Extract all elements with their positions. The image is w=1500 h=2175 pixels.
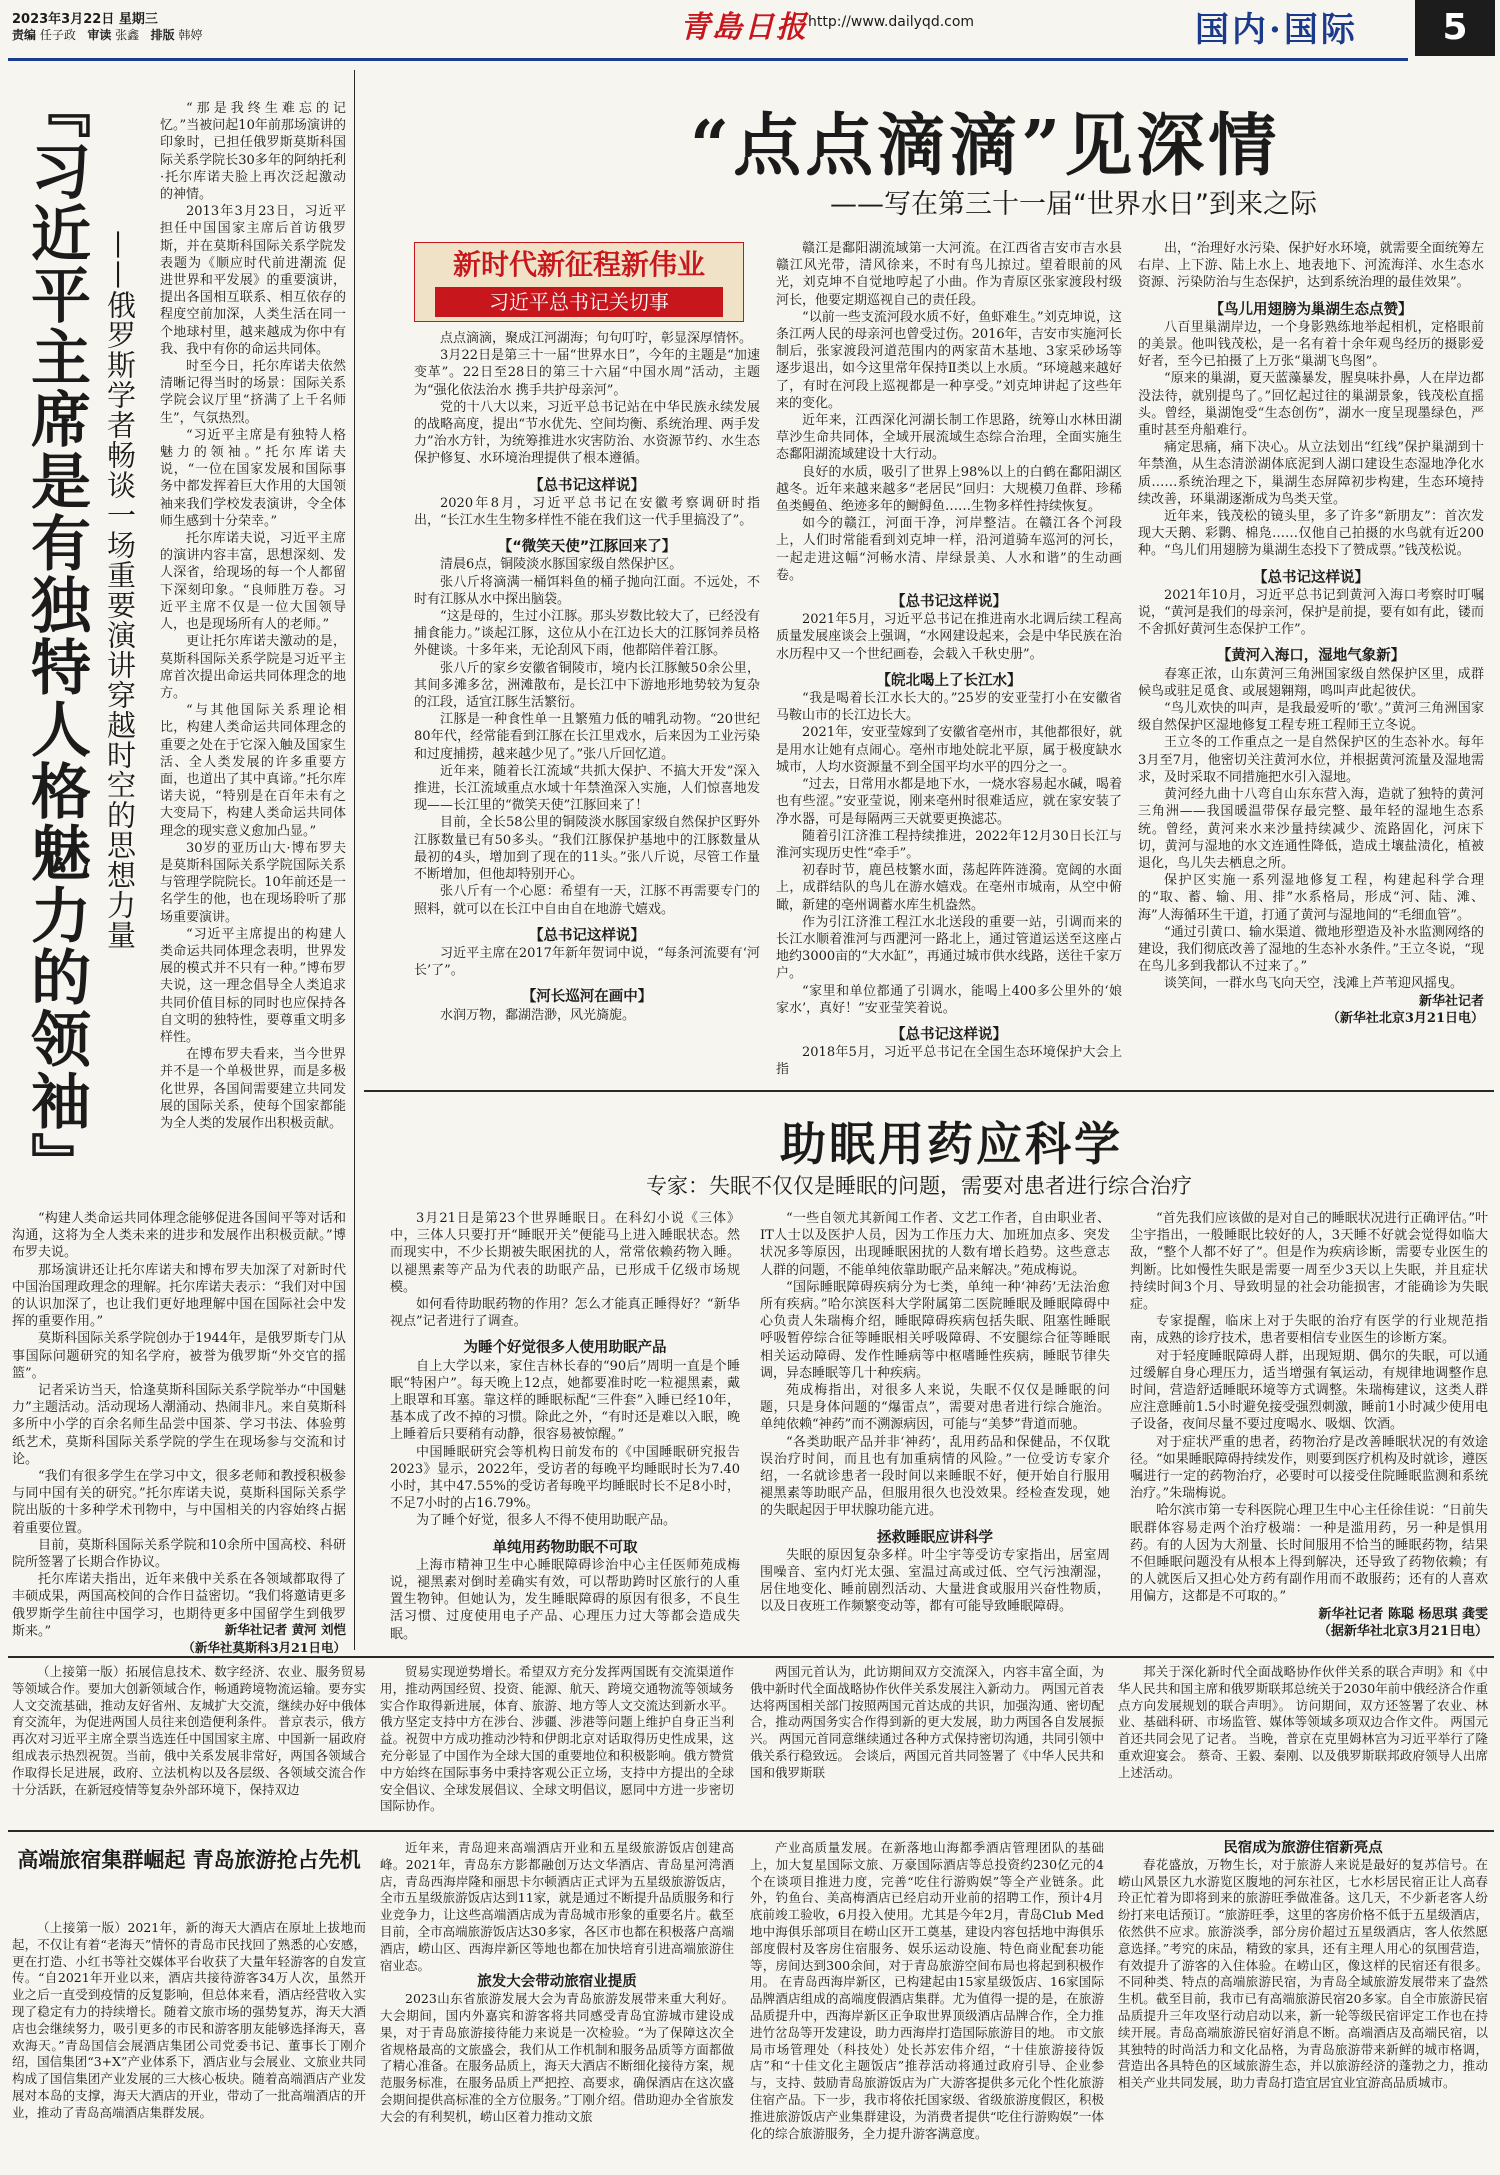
- article-2-headline: “点点滴滴”见深情: [690, 106, 1281, 186]
- paragraph: 在博布罗夫看来，当今世界并不是一个单极世界，而是多极化世界，各国间需要建立共同发展的国际关系，使每个国家都能为全人类的发展作出积极贡献。: [160, 1047, 346, 1131]
- page-number: 5: [1442, 7, 1468, 48]
- article-1-subtitle: [100, 230, 142, 1060]
- paragraph: “原来的巢湖，夏天蓝藻暴发，腥臭味扑鼻，人在岸边都没法待，就别提鸟了。”回忆起过往的巢湖景象，钱茂松直摇头。曾经，巢湖饱受“生态创伤”，湖水一度呈现墨绿色，严重时甚至舟船难行。: [1138, 371, 1484, 439]
- paragraph: 莫斯科国际关系学院创办于1944年，是俄罗斯专门从事国际问题研究的知名学府，被誉为俄罗斯“外交官的摇篮”。: [12, 1331, 346, 1381]
- paragraph: 对于症状严重的患者，药物治疗是改善睡眠状况的有效途径。“如果睡眠障碍持续发作，则要到医疗机构及时就诊，遵医嘱进行一定的药物治疗，必要时可以接受住院睡眠监测和系统治疗。”朱瑞梅说。: [1130, 1434, 1488, 1502]
- subheading: 单纯用药物助眠不可取: [492, 1539, 638, 1556]
- paragraph: 中国睡眠研究会等机构日前发布的《中国睡眠研究报告2023》显示，2022年，受访者的每晚平均睡眠时长为7.40小时，其中47.55%的受访者每晚平均睡眠时长不足8小时，不足7小时的占16.79%。: [390, 1444, 740, 1512]
- paragraph: 30岁的亚历山大·博布罗夫是莫斯科国际关系学院国际关系与管理学院院长。10年前还是一名学生的他，也在现场聆听了那场重要演讲。: [160, 840, 346, 925]
- paragraph: 记者采访当天，恰逢莫斯科国际关系学院举办“中国魅力”主题活动。活动现场人潮涌动、热闹非凡。来自莫斯科多所中小学的百余名师生品尝中国茶、学习书法、体验剪纸艺术，莫斯科国际关系学院的学生在现场参与交流和讨论。: [12, 1383, 346, 1467]
- article-2-bottom-rule: [364, 1090, 1494, 1092]
- topic-badge-subtitle: 习近平总书记关切事: [435, 287, 723, 317]
- article-1-title: [22, 78, 90, 1228]
- paragraph: 上海市精神卫生中心睡眠障碍诊治中心主任医师苑成梅说，褪黑素对倒时差确实有效，可以帮助跨时区旅行的人重置生物钟。但她认为，发生睡眠障碍的原因有很多，不良生活习惯、过度使用电子产品、心理压力过大等都会造成失眠。: [390, 1557, 740, 1642]
- paragraph: “首先我们应该做的是对自己的睡眠状况进行正确评估。”叶尘宇指出，一般睡眠比较好的人，3天睡不好就会觉得如临大敌，“整个人都不好了”。但是作为疾病诊断，需要专业医生的判断。比如慢性失眠是需要一周至少3天以上失眠，并且症状持续时间3个月、导致明显的社会功能损害，才能确诊为失眠症。: [1130, 1211, 1488, 1313]
- masthead-logo: 青島日报: [680, 10, 808, 45]
- spacer: [776, 584, 1122, 594]
- paragraph: 两国元首认为，此访期间双方交流深入，内容丰富全面，为俄中新时代全面战略协作伙伴关系发展注入新动力。 两国元首表达将两国相关部门按照两国元首达成的共识，加强沟通、密切配合，推动两国务实合作得到新的更大发展，助力两国各自发展振兴。 两国元首同意继续通过各种方式保持密切沟通，共同引领中俄关系行稳致远。 会谈后，两国元首共同签署了《中华人民共和国和俄罗斯联: [750, 1664, 1104, 1780]
- paragraph: 时至今日，托尔库诺夫依然清晰记得当时的场景：国际关系学院会议厅里“挤满了上千名师生”，气氛热烈。: [160, 359, 346, 426]
- spacer: [414, 918, 760, 928]
- paragraph: “习近平主席是有独特人格魅力的领袖。”托尔库诺夫说，“一位在国家发展和国际事务中都发挥着巨大作用的大国领袖来我们学校发表演讲，令全体师生感到十分荣幸。”: [160, 427, 346, 529]
- paragraph: 八百里巢湖岸边，一个身影熟练地举起相机，定格眼前的美景。他叫钱茂松，是一名有着十余年观鸟经历的摄影爱好者，至今已拍摄了上万张“巢湖飞鸟图”。: [1138, 319, 1484, 370]
- paragraph: 2018年5月，习近平总书记在全国生态环境保护大会上指: [776, 1045, 1122, 1078]
- continuation-column-4: [1118, 1664, 1488, 1824]
- spacer: [414, 979, 760, 989]
- paragraph: 初春时节，鹿邑枝繁水面，荡起阵阵涟漪。宽阔的水面上，成群结队的鸟儿在游水嬉戏。在亳州市城南，从空中俯瞰，新建的亳州调蓄水库生机盎然。: [776, 863, 1122, 913]
- paragraph: 托尔库诺夫指出，近年来俄中关系在各领域都取得了丰硕成果，两国高校间的合作日益密切。“我们将邀请更多俄罗斯学生前往中国学习，也期待更多中国留学生到俄罗斯来。”: [12, 1572, 346, 1639]
- paragraph: 2021年10月，习近平总书记到黄河入海口考察时叮嘱说，“黄河是我们的母亲河，保护是前提，要有如有此，镂而不舍抓好黄河生态保护工作”。: [1138, 587, 1484, 638]
- paragraph: “鸟儿欢快的叫声，是我最爱听的‘歌’。”黄河三角洲国家级自然保护区湿地修复工程专班工程师王立冬说。: [1138, 701, 1484, 734]
- paragraph: 2020年8月，习近平总书记在安徽考察调研时指出，“长江水生生物多样性不能在我们这一代手里搞没了”。: [414, 495, 760, 529]
- paragraph: 春寒正浓，山东黄河三角洲国家级自然保护区里，成群候鸟或驻足觅食、或展翅翱翔，鸣叫声此起彼伏。: [1138, 666, 1484, 699]
- paragraph: “习近平主席提出的构建人类命运共同体理念表明，世界发展的模式并不只有一种。”博布罗夫说，这一理念倡导全人类追求共同价值目标的同时也应保持各自文明的独特性，要尊重文明多样性。: [160, 926, 346, 1045]
- paragraph: 良好的水质，吸引了世界上98%以上的白鹤在鄱阳湖区越冬。近年来越来越多“老居民”回归：大规模刀鱼群、珍稀鱼类鳗鱼、绝迹多年的鲥鲟鱼……生物多样性持续恢复。: [776, 464, 1122, 515]
- paragraph: 托尔库诺夫说，习近平主席的演讲内容丰富，思想深刻、发人深省，给现场的每一个人都留下深刻印象。“良师胜万卷。习近平主席不仅是一位大国领导人，也是现场所有人的老师。”: [160, 531, 346, 633]
- article-2-column-2: [776, 240, 1122, 1080]
- paragraph: “过去，日常用水都是地下水，一烧水容易起水碱，喝着也有些涩。”安亚莹说，刚来亳州时很难适应，就在家安装了净水器，可是每隔两三天就要更换滤芯。: [776, 777, 1122, 827]
- article-1-headline: 『习近平主席是有独特人格魅力的领袖』: [21, 78, 91, 1194]
- subheading: 【皖北喝上了长江水】: [876, 672, 1022, 689]
- article-3-headline: 助眠用药应科学: [780, 1117, 1123, 1171]
- spacer: [390, 1530, 740, 1540]
- paragraph: 目前，莫斯科国际关系学院和10余所中国高校、科研院所签署了长期合作协议。: [12, 1537, 346, 1571]
- paragraph: 苑成梅指出，对很多人来说，失眠不仅仅是睡眠的问题，只是身体问题的“爆雷点”，需要对患者进行综合施治。单纯依赖“神药”而不溯源病因，可能与“美梦”背道而驰。: [760, 1383, 1110, 1433]
- paragraph: 3月22日是第三十一届“世界水日”，今年的主题是“加速变革”。22日至28日的第三十六届“中国水周”活动，主题为“强化依法治水 携手共护母亲河”。: [414, 348, 760, 398]
- article-1-deck: ——俄罗斯学者畅谈一场重要演讲穿越时空的思想力量: [103, 230, 137, 950]
- article-1-column-2: [12, 1210, 346, 1640]
- paragraph: 随着引江济淮工程持续推进，2022年12月30日长江与淮河实现历史性“牵手”。: [776, 828, 1122, 861]
- section-divider-top: [8, 1656, 1494, 1658]
- paragraph: “家里和单位都通了引调水，能喝上400多公里外的‘娘家水’，真好！”安亚莹笑着说。: [776, 983, 1122, 1016]
- article-1-byline: [12, 1620, 346, 1656]
- paragraph: 春花盛放，万物生长，对于旅游人来说是最好的复苏信号。在崂山风景区九水游览区腹地的河东社区，七水杉居民宿正让人高春玲正忙着为即将到来的旅游旺季做准备。这几天，不少新老客人纷纷打来电话预订。“旅游旺季，这里的客房价格不低于五星级酒店，依然供不应求。旅游淡季，部分房价超过五星级酒店，客人依然愿意选择。”考究的床品，精致的家具，还有主理人用心的氛围营造，有效提升了游客的入住体验。在崂山区，像这样的民宿还有很多。 不同种类、特点的高端旅游民宿，为青岛全域旅游发展带来了盎然生机。截至目前，我市已有高端旅游民宿20多家。自全市旅游民宿品质提升三年攻坚行动启动以来，新一轮等级民宿评定工作也在持续开展。青岛高端旅游民宿好消息不断。高端酒店及高端民宿，以其独特的时尚活力和文化品格，为青岛旅游带来新鲜的城市格调，营造出各具特色的区域旅游生态，并以旅游经济的蓬勃之力，推动相关产业共同发展，助力青岛打造宜居宜业宜游高品质城市。: [1118, 1856, 1488, 2091]
- paragraph: 邦关于深化新时代全面战略协作伙伴关系的联合声明》和《中华人民共和国主席和俄罗斯联邦总统关于2030年前中俄经济合作重点方向发展规划的联合声明》。 访问期间，双方还签署了农业、林业、基础科研、市场监管、媒体等领域多项双边合作文件。 两国元首还共同会见了记者。 当晚，普京在克里姆林宫为习近平举行了隆重欢迎宴会。 蔡奇、王毅、秦刚、以及俄罗斯联邦政府领导人出席上述活动。: [1118, 1664, 1488, 1780]
- paragraph: “构建人类命运共同体理念能够促进各国间平等对话和沟通，这将为全人类未来的进步和发展作出积极贡献。”博布罗夫说。: [12, 1211, 346, 1261]
- spacer: [1138, 638, 1484, 648]
- paragraph: 习近平主席在2017年新年贺词中说，“每条河流要有‘河长’了”。: [414, 945, 760, 979]
- paragraph: 目前，全长58公里的铜陵淡水豚国家级自然保护区野外江豚数量已有50多头。“我们江豚保护基地中的江豚数量从最初的4头，增加到了现在的11头。”张八斤说，尽管工作量不断增加，但他却特别开心。: [414, 815, 760, 883]
- article-1-dateline: （新华社莫斯科3月21日电）: [182, 1640, 346, 1655]
- article-4-column-1: [12, 1920, 366, 2170]
- page-header: [0, 0, 1500, 62]
- paragraph: （上接第一版）拓展信息技术、数字经济、农业、服务贸易等领域合作。要加大创新领域合作，畅通跨境物流运输。要夯实人文交流基础，推动友好省州、友城扩大交流，继续办好中俄体育交流年，为促进两国人员往来创造便利条件。 普京表示，俄方再次对习近平主席全票当选连任中国国家主席、中国新一届政府组成表示热烈祝贺。当前，俄中关系发展非常好，两国各领域合作取得长足进展，政府、立法机构以及各层级、各领域交流合作十分活跃，在新冠疫情等复杂外部环境下，保持双边: [12, 1664, 366, 1797]
- paragraph: 党的十八大以来，习近平总书记站在中华民族永续发展的战略高度，提出“节水优先、空间均衡、系统治理、两手发力”治水方针，为统筹推进水灾害防治、水资源节约、水生态保护修复、水环境治理提供了根本遵循。: [414, 399, 760, 467]
- byline: （据新华社北京3月21日电）: [1317, 1623, 1488, 1639]
- paragraph: 痛定思痛，痛下决心。从立法划出“红线”保护巢湖到十年禁渔，从生态清淤湖体底泥到人湖口建设生态湿地净化水质……系统治理之下，巢湖生态屏障初步构建，生态环境持续改善，环巢湖逐渐成为鸟类天堂。: [1138, 440, 1484, 507]
- subheading: 【总书记这样说】: [891, 594, 1007, 611]
- page-number-box: [1415, 0, 1495, 56]
- article-2-column-1: [414, 330, 760, 1080]
- subheading: 【总书记这样说】: [529, 927, 645, 944]
- paragraph: 近年来，江西深化河湖长制工作思路，统筹山水林田湖草沙生命共同体，全域开展流域生态综合治理，全面实施生态鄱阳湖流域建设十大行动。: [776, 413, 1122, 463]
- paragraph: 为了睡个好觉，很多人不得不使用助眠产品。: [416, 1513, 677, 1529]
- website-url: http://www.dailyqd.com: [808, 14, 975, 30]
- paragraph: 水润万物，鄱湖浩渺，风光旖旎。: [440, 1007, 636, 1023]
- paragraph: 作为引江济淮工程江水北送段的重要一站，引调而来的长江水顺着淮河与西淝河一路北上，通过管道运送至这座占地约3000亩的“大水缸”，再通过城市供水线路，送往千家万户。: [776, 914, 1122, 982]
- article-1-column-1: [160, 100, 346, 1210]
- article-3-column-1: [390, 1210, 740, 1650]
- spacer: [390, 1330, 740, 1340]
- editor-credits: 责编 任子政 审读 张鑫 排版 韩婷: [12, 28, 203, 42]
- paragraph: 失眠的原因复杂多样。叶尘宇等受访专家指出，居室周围噪音、室内灯光太强、室温过高或过低、空气污浊潮湿，居住地变化、睡前剧烈活动、大量进食或服用兴奋性物质，以及日夜班工作频繁变动等，都有可能导致睡眠障碍。: [760, 1547, 1110, 1615]
- subheading: 拯救睡眠应讲科学: [877, 1529, 993, 1546]
- paragraph: “国际睡眠障碍疾病分为七类，单纯一种‘神药’无法治愈所有疾病。”哈尔滨医科大学附属第二医院睡眠及睡眠障碍中心负责人朱瑞梅介绍，睡眠障碍疾病包括失眠、阻塞性睡眠呼吸暂停综合征等睡眠相关呼吸障碍、不安腿综合征等睡眠相关运动障碍、发作性睡病等中枢嗜睡性疾病，睡眠节律失调，异态睡眠等几十种疾病。: [760, 1279, 1110, 1381]
- paragraph: 如何看待助眠药物的作用？怎么才能真正睡得好？“新华视点”记者进行了调查。: [390, 1297, 740, 1330]
- topic-badge-title: 新时代新征程新伟业: [452, 248, 705, 281]
- paragraph: 张八斤的家乡安徽省铜陵市，境内长江豚鲏50余公里，其间多滩多岔，洲滩散布，是长江中下游地形地势较为复杂的江段，适宜江豚生活繁衍。: [414, 660, 760, 711]
- article-4-column-4: [1118, 1840, 1488, 2170]
- spacer: [776, 1017, 1122, 1027]
- article-4-column-2: [380, 1840, 734, 2170]
- subheading: 【黄河入海口，湿地气象新】: [1216, 648, 1406, 665]
- subheading: 【河长巡河在画中】: [521, 989, 653, 1006]
- paragraph: 赣江是鄱阳湖流域第一大河流。在江西省吉安市吉水县赣江风光带，清风徐来，不时有鸟儿掠过。望着眼前的风光，刘克坤不自觉地哼起了小曲。作为青原区张家渡段村级河长，他要定期巡视自己的责任段。: [776, 241, 1122, 308]
- article-3-subtitle: 专家：失眠不仅仅是睡眠的问题，需要对患者进行综合治疗: [646, 1174, 1192, 1198]
- article-1-reporters: 新华社记者 黄河 刘恺: [224, 1622, 346, 1637]
- spacer: [1138, 292, 1484, 302]
- paragraph: “各类助眠产品并非‘神药’，乱用药品和保健品，不仅耽误治疗时间，而且也有加重病情的风险。”一位受访专家介绍，一名就诊患者一段时间以来睡眠不好，便开始自行服用褪黑素等助眠产品，但服用很久也没效果。经检查发现，她的失眠起因于甲状腺功能亢进。: [760, 1434, 1110, 1519]
- paragraph: 清晨6点，铜陵淡水豚国家级自然保护区。: [440, 557, 683, 573]
- paragraph: 专家提醒，临床上对于失眠的治疗有医学的行业规范指南，成熟的诊疗技术，患者要相信专业医生的诊断方案。: [1130, 1314, 1488, 1347]
- paragraph: “与其他国际关系理论相比，构建人类命运共同体理念的重要之处在于它深入触及国家生活、全人类发展的许多重要方面，也道出了其中真谛。”托尔库诺夫说，“特别是在百年未有之大变局下，构建人类命运共同体理念的现实意义愈加凸显。”: [160, 703, 346, 839]
- paragraph: 谈笑间，一群水鸟飞向天空，浅滩上芦苇迎风摇曳。: [1164, 976, 1464, 992]
- paragraph: “那是我终生难忘的记忆。”当被问起10年前那场演讲的印象时，已担任俄罗斯莫斯科国际关系学院长30多年的阿纳托利·托尔库诺夫脸上再次泛起激动的神情。: [160, 101, 346, 203]
- paragraph: 2023山东省旅游发展大会为青岛旅游发展带来重大利好。大会期间，国内外嘉宾和游客将共同感受青岛宜游城市建设成果，对于青岛旅游接待能力来说是一次检验。“为了保障这次全省规格最高的文旅盛会，我们从工作机制和服务品质等方面都做了精心准备。在服务品质上，海天大酒店不断细化接待方案，规范服务标准，在服务品质上严把控、高要求，确保酒店在这次盛会期间提供高标准的全方位服务。”丁刚介绍。借助迎办全省旅发大会的有利契机，崂山区着力推动文旅: [380, 1991, 734, 2124]
- article-4-headline: 高端旅宿集群崛起 青岛旅游抢占先机: [17, 1848, 361, 1872]
- paragraph: 江豚是一种食性单一且繁殖力低的哺乳动物。“20世纪80年代，经常能看到江豚在长江里戏水，后来因为工业污染和过度捕捞，越来越少见了。”张八斤回忆道。: [414, 712, 760, 762]
- subheading: 民宿成为旅游住宿新亮点: [1223, 1840, 1383, 1856]
- subheading: 旅发大会带动旅宿业提质: [477, 1974, 637, 1991]
- article-2-column-3: [1138, 240, 1484, 1080]
- paragraph: 2021年5月，习近平总书记在推进南水北调后续工程高质量发展座谈会上强调，“水网建设起来，会是中华民族在治水历程中又一个世纪画卷，会载入千秋史册”。: [776, 612, 1122, 662]
- paragraph: 近年来，随着长江流域“共抓大保护、不搞大开发”深入推进，长江流域重点水域十年禁渔深入实施，人们惊喜地发现——长江里的“微笑天使”江豚回来了！: [414, 763, 760, 814]
- paragraph: （上接第一版）2021年，新的海天大酒店在原址上拔地而起，不仅让有着“老海天”情怀的青岛市民找回了熟悉的心安感，更在打造、小红书等社交媒体平台收获了大量年轻游客的自发宣传。“自2021年开业以来，酒店共接待游客34万人次，虽然开业之后一直受到疫情的反复影响，但总体来看，酒店经营收入实现了稳定有力的持续增长。随着文旅市场的强势复苏，海天大酒店也会继续努力，吸引更多的市民和游客朋友能够选择海天，喜欢海天。”青岛国信会展酒店集团公司党委书记、董事长丁刚介绍，国信集团“3+X”产业体系下，酒店业与会展业、文旅业共同构成了国信集团产业发展的三大核心板块。随着高端酒店产业发展对本岛的支撑，海天大酒店的开业，带动了一批高端酒店的开业，推动了青岛高端酒店集群发展。: [12, 1920, 366, 2120]
- paragraph: 出，“治理好水污染、保护好水环境，就需要全面统筹左右岸、上下游、陆上水上、地表地下、河流海洋、水生态水资源、污染防治与生态保护，达到系统治理的最佳效果”。: [1138, 241, 1484, 291]
- paragraph: 贸易实现逆势增长。希望双方充分发挥两国既有交流渠道作用，推动两国经贸、投资、能源、航天、跨境交通物流等领域务实合作取得新进展，体育、旅游、地方等人文交流达到新水平。俄方坚定支持中方在涉台、涉疆、涉港等问题上维护自身正当利益。祝贺中方成功推动沙特和伊朗北京对话取得历史性成果，这充分彰显了中国作为全球大国的重要地位和积极影响。俄方赞赏中方始终在国际事务中秉持客观公正立场，支持中方提出的全球安全倡议、全球发展倡议、全球文明倡议，愿同中方进一步密切国际协作。: [380, 1664, 734, 1814]
- paragraph: 3月21日是第23个世界睡眠日。在科幻小说《三体》中，三体人只要打开“睡眠开关”便能马上进入睡眠状态。然而现实中，不少长期被失眠困扰的人，常常依赖药物入睡。以褪黑素等产品为代表的助眠产品，已形成千亿级市场规模。: [390, 1211, 740, 1295]
- subheading: 【总书记这样说】: [891, 1026, 1007, 1043]
- section-title: 国内·国际: [1195, 10, 1358, 50]
- paragraph: 更让托尔库诺夫激动的是，莫斯科国际关系学院是习近平主席首次提出命运共同体理念的地方。: [160, 634, 346, 701]
- spacer: [760, 1520, 1110, 1530]
- subheading: 【“微笑天使”江豚回来了】: [497, 539, 677, 556]
- continuation-column-1: [12, 1664, 366, 1824]
- article-1-divider: [354, 70, 355, 1650]
- paragraph: 哈尔滨市第一专科医院心理卫生中心主任徐佳说：“日前失眠群体容易走两个治疗极端：一种是滥用药，另一种是惧用药。有的人因为大剂量、长时间服用不恰当的睡眠药物，结果不但睡眠问题没有从根本上得到解决，还导致了药物依赖；有的人就医后又担心处方药有副作用而不敢服药；还有的人喜欢用偏方，这都是不可取的。”: [1130, 1503, 1488, 1605]
- article-3-column-2: [760, 1210, 1110, 1650]
- paragraph: “这是母的，生过小江豚。那头岁数比较大了，已经没有捕食能力。”谈起江豚，这位从小在江边长大的江豚饲养员格外健谈。十多年来，无论刮风下雨，他都陪伴着江豚。: [414, 609, 760, 659]
- paragraph: 自上大学以来，家住吉林长春的“90后”周明一直是个睡眠“特困户”。每天晚上12点，她都要准时吃一粒褪黑素，戴上眼罩和耳塞。靠这样的睡眠标配“三件套”入睡已经10年，基本成了改不掉的习惯。除此之外，“有时还是难以入眠，晚上睡着后只要稍有动静，很容易被惊醒。”: [390, 1358, 740, 1443]
- paragraph: 2013年3月23日，习近平担任中国国家主席后首访俄罗斯，并在莫斯科国际关系学院发表题为《顺应时代前进潮流 促进世界和平发展》的重要演讲，提出各国相互联系、相互依存的程度空前加深，人类生活在同一个地球村里，越来越成为你中有我、我中有你的命运共同体。: [160, 204, 346, 357]
- article-4-column-3: [750, 1840, 1104, 2170]
- byline: 新华社记者: [1418, 993, 1484, 1009]
- paragraph: 张八斤将滴满一桶饵料鱼的桶子抛向江面。不远处，不时有江豚从水中探出脑袋。: [414, 574, 760, 607]
- continuation-column-3: [750, 1664, 1104, 1824]
- paragraph: 近年来，青岛迎来高端酒店开业和五星级旅游饭店创建高峰。2021年，青岛东方影都融创万达文华酒店、青岛星河湾酒店，青岛西海岸隆和丽思卡尔顿酒店正式评为五星级旅游饭店，全市五星级旅游饭店达到11家，就是通过不断提升品质服务和行业竞争力，让这些高端酒店成为青岛城市形象的重要名片。截至目前，全市高端旅游饭店达30多家，各区市也都在积极落户高端酒店，崂山区、西海岸新区等地也都在加快培育引进高端旅游住宿业态。: [380, 1840, 734, 1973]
- paragraph: 点点滴滴，聚成江河湖海；句句叮咛，彰显深厚情怀。: [440, 331, 753, 346]
- paragraph: 张八斤有一个心愿：希望有一天，江豚不再需要专门的照料，就可以在长江中自由自在地游弋嬉戏。: [414, 884, 760, 917]
- section-divider-bottom: [8, 1830, 1494, 1832]
- continuation-column-2: [380, 1664, 734, 1824]
- paragraph: 对于轻度睡眠障碍人群，出现短期、偶尔的失眠，可以通过缓解自身心理压力，适当增强有氧运动，有规律地调整作息时间，营造舒适睡眠环境等方式调整。朱瑞梅建议，这类人群应注意睡前1.5小时避免接受强烈刺激，睡前1小时减少使用电子设备，夜间尽量不要过度喝水、吸烟、饮酒。: [1130, 1348, 1488, 1433]
- subheading: 【总书记这样说】: [1253, 569, 1369, 586]
- paragraph: “我是喝着长江水长大的。”25岁的安亚莹打小在安徽省马鞍山市的长江边长大。: [776, 691, 1122, 724]
- subheading: 【总书记这样说】: [529, 477, 645, 494]
- paragraph: “以前一些支流河段水质不好，鱼虾难生。”刘克坤说，这条江两人民的母亲河也曾受过伤。2016年，吉安市实施河长制后，张家渡段河道范围内的两家苗木基地、3家采砂场等逐步退出，如今这里常年保持Ⅱ类以上水质。“环境越来越好了，有时在河段上巡视都是一种享受。”刘克坤讲起了这些年来的变化。: [776, 309, 1122, 411]
- paragraph: “我们有很多学生在学习中文，很多老师和教授积极参与同中国有关的研究。”托尔库诺夫说，莫斯科国际关系学院出版的十多种学术刊物中，与中国相关的内容始终占据着重要位置。: [12, 1469, 346, 1536]
- paragraph: 保护区实施一系列湿地修复工程，构建起科学合理的“取、蓄、输、用、排”水系格局，形成“河、陆、滩、海”人海循环生干道，打通了黄河与湿地间的“毛细血管”。: [1138, 873, 1484, 923]
- byline: （新华社北京3月21日电）: [1326, 1010, 1484, 1026]
- article-2-subtitle: ——写在第三十一届“世界水日”到来之际: [830, 189, 1317, 220]
- article-3-column-3: [1130, 1210, 1488, 1650]
- header-rule: [8, 58, 1408, 61]
- spacer: [1138, 560, 1484, 570]
- paragraph: 王立冬的工作重点之一是自然保护区的生态补水。每年3月至7月，他密切关注黄河水位，并根据黄河流量及湿地需求，及时采取不同措施把水引入湿地。: [1138, 735, 1484, 785]
- paragraph: 如今的赣江，河面干净，河岸整洁。在赣江各个河段上，人们时常能看到刘克坤一样，沿河道骑车巡河的河长，一起走进这幅“河畅水清、岸绿景美、人水和谐”的生动画卷。: [776, 516, 1122, 583]
- spacer: [776, 663, 1122, 673]
- paragraph: “通过引黄口、输水渠道、微地形塑造及补水监测网络的建设，我们彻底改善了湿地的生态补水条件。”王立冬说，“现在鸟儿多到我都认不过来了。”: [1138, 924, 1484, 975]
- issue-date: 2023年3月22日 星期三: [12, 12, 158, 27]
- paragraph: 黄河经九曲十八弯自山东东营入海，造就了独特的黄河三角洲——我国暖温带保存最完整、最年轻的湿地生态系统。曾经，黄河来水来沙量持续减少、流路固化，河床下切，黄河与湿地的水文连通性降低，造成土壤盐渍化，植被退化，鸟儿失去栖息之所。: [1138, 787, 1484, 871]
- topic-badge: [414, 242, 744, 322]
- byline: 新华社记者 陈聪 杨思琪 龚雯: [1318, 1606, 1488, 1622]
- paragraph: 那场演讲还让托尔库诺夫和博布罗夫加深了对新时代中国治国理政理念的理解。托尔库诺夫表示：“我们对中国的认识加深了，也让我们更好地理解中国在国际社会中发挥的重要作用。”: [12, 1262, 346, 1330]
- paragraph: 近年来，钱茂松的镜头里，多了许多“新朋友”：首次发现大天鹅、彩鹮、棉凫……仅他自己拍摄的水鸟就有近200种。“鸟儿们用翅膀为巢湖生态投下了赞成票。”钱茂松说。: [1138, 509, 1484, 559]
- subheading: 为睡个好觉很多人使用助眠产品: [463, 1340, 667, 1357]
- spacer: [414, 468, 760, 478]
- paragraph: “一些自领尤其新闻工作者、文艺工作者，自由职业者、IT人士以及医护人员，因为工作压力大、加班加点多、突发状况多等原因，出现睡眠困扰的人数有增长趋势。这些意志人群的问题，不能单纯依靠助眠产品来解决。”苑成梅说。: [760, 1211, 1110, 1278]
- subheading: 【鸟儿用翅膀为巢湖生态点赞】: [1209, 301, 1413, 318]
- spacer: [414, 529, 760, 539]
- paragraph: 产业高质量发展。在新落地山海都季酒店管理团队的基础上，加大复星国际文旅、万豪国际酒店等总投资约230亿元的4个在谈项目推进力度，完善“吃住行游购娱”等全产业链条。此外，钓鱼台、美高梅酒店已经启动开业前的招聘工作，预计4月底前竣工验收，6月投入使用。尤其是今年2月，青岛Club Med地中海俱乐部项目在崂山区开工奠基，建设内容包括地中海俱乐部度假村及客房住宿服务、娱乐运动设施、特色商业配套功能等，房间达到300余间，对于青岛旅游空间布局也将起到积极作用。 在青岛西海岸新区，已构建起由15家星级饭店、16家国际品牌酒店组成的高端度假酒店集群。尤为值得一提的是，在旅游品质提升中，西海岸新区正争取世界顶级酒店品牌合作，全力推进竹岔岛等开发建设，助力西海岸打造国际旅游目的地。 市文旅局市场管理处（科技处）处长苏宏伟介绍，“十佳旅游接待饭店”和“十佳文化主题饭店”推荐活动将通过政府引导、企业参与，支持、鼓励青岛旅游饭店为广大游客提供多元化个性化旅游住宿产品。下一步，我市将依托国家级、省级旅游度假区，积极推进旅游饭店产业集群建设，为消费者提供“吃住行游购娱”一体化的综合旅游服务，全力提升游客满意度。: [750, 1840, 1104, 2141]
- paragraph: 2021年，安亚莹嫁到了安徽省亳州市，其他都很好，就是用水让她有点闹心。亳州市地处皖北平原，属于极度缺水城市，人均水资源量不到全国平均水平的四分之一。: [776, 725, 1122, 775]
